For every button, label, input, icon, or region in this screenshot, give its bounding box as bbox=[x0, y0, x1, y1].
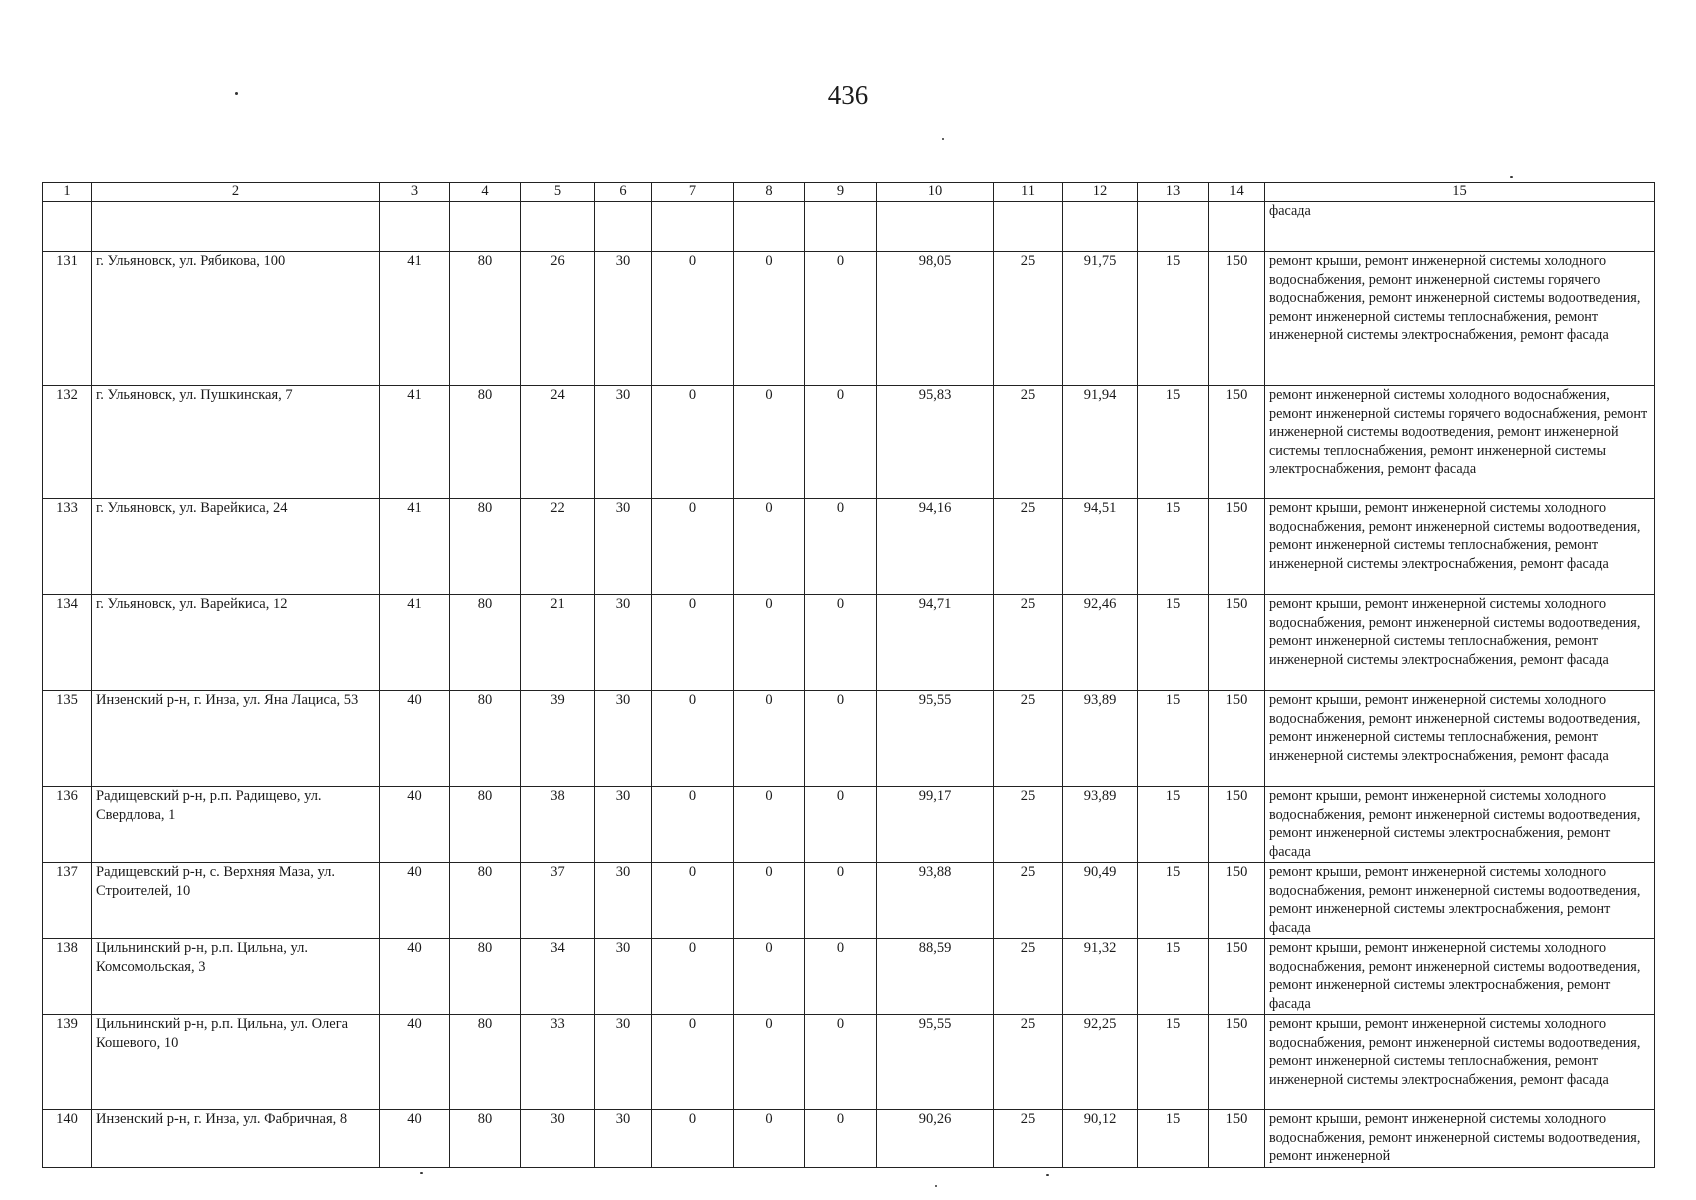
row-number-cell: 132 bbox=[43, 386, 92, 499]
col10-cell: 93,88 bbox=[877, 863, 994, 939]
col3-cell: 40 bbox=[380, 863, 450, 939]
col12-cell: 93,89 bbox=[1063, 691, 1138, 787]
col8-cell: 0 bbox=[734, 499, 805, 595]
column-header: 10 bbox=[877, 183, 994, 202]
col6-cell: 30 bbox=[595, 1110, 652, 1168]
table-row bbox=[43, 386, 1655, 499]
column-header: 13 bbox=[1138, 183, 1209, 202]
col14-cell: 150 bbox=[1209, 386, 1265, 499]
col11-cell: 25 bbox=[994, 499, 1063, 595]
address-cell: Инзенский р-н, г. Инза, ул. Яна Лациса, 53 bbox=[92, 691, 380, 787]
col3-cell: 41 bbox=[380, 499, 450, 595]
col8-cell: 0 bbox=[734, 386, 805, 499]
col4-cell: 80 bbox=[450, 1015, 521, 1110]
table-row bbox=[43, 499, 1655, 595]
col6-cell: 30 bbox=[595, 595, 652, 691]
address-cell: Радищевский р-н, с. Верхняя Маза, ул. Строителей, 10 bbox=[92, 863, 380, 939]
works-cell: ремонт крыши, ремонт инженерной системы холодного водоснабжения, ремонт инженерной системы водоотведения, ремонт инженерной системы электроснабжения, ремонт фасада bbox=[1265, 863, 1655, 939]
column-header: 11 bbox=[994, 183, 1063, 202]
register-table bbox=[42, 182, 1655, 1168]
col9-cell: 0 bbox=[805, 386, 877, 499]
scan-speck bbox=[935, 1185, 937, 1187]
col13-cell: 15 bbox=[1138, 939, 1209, 1015]
address-cell: г. Ульяновск, ул. Пушкинская, 7 bbox=[92, 386, 380, 499]
scan-speck bbox=[942, 138, 944, 140]
col7-cell: 0 bbox=[652, 691, 734, 787]
col12-cell: 91,75 bbox=[1063, 252, 1138, 386]
col4-cell: 80 bbox=[450, 499, 521, 595]
col5-cell: 26 bbox=[521, 252, 595, 386]
col6-cell: 30 bbox=[595, 787, 652, 863]
col10-cell: 90,26 bbox=[877, 1110, 994, 1168]
col13-cell: 15 bbox=[1138, 691, 1209, 787]
table-row bbox=[43, 1015, 1655, 1110]
continuation-row bbox=[43, 202, 1655, 252]
col11-cell: 25 bbox=[994, 252, 1063, 386]
row-number-cell: 138 bbox=[43, 939, 92, 1015]
col9-cell: 0 bbox=[805, 595, 877, 691]
col7-cell: 0 bbox=[652, 1015, 734, 1110]
col3-cell: 40 bbox=[380, 787, 450, 863]
page-number: 436 bbox=[827, 80, 869, 110]
column-header: 3 bbox=[380, 183, 450, 202]
row-number-cell: 134 bbox=[43, 595, 92, 691]
col9-cell: 0 bbox=[805, 691, 877, 787]
col5-cell: 30 bbox=[521, 1110, 595, 1168]
col10-cell: 88,59 bbox=[877, 939, 994, 1015]
col4-cell: 80 bbox=[450, 939, 521, 1015]
col14-cell: 150 bbox=[1209, 595, 1265, 691]
col14-cell: 150 bbox=[1209, 863, 1265, 939]
col14-cell: 150 bbox=[1209, 787, 1265, 863]
col13-cell: 15 bbox=[1138, 1110, 1209, 1168]
col4-cell: 80 bbox=[450, 252, 521, 386]
col11-cell: 25 bbox=[994, 595, 1063, 691]
col13-cell: 15 bbox=[1138, 787, 1209, 863]
col10-cell: 95,83 bbox=[877, 386, 994, 499]
col13-cell: 15 bbox=[1138, 1015, 1209, 1110]
col10-cell: 98,05 bbox=[877, 252, 994, 386]
column-header: 15 bbox=[1265, 183, 1655, 202]
col14-cell: 150 bbox=[1209, 939, 1265, 1015]
col7-cell: 0 bbox=[652, 1110, 734, 1168]
col5-cell: 39 bbox=[521, 691, 595, 787]
col6-cell: 30 bbox=[595, 386, 652, 499]
col14-cell: 150 bbox=[1209, 1015, 1265, 1110]
works-cell: ремонт инженерной системы холодного водоснабжения, ремонт инженерной системы горячего водоснабжения, ремонт инженерной системы водоотведения, ремонт инженерной системы теплоснабжения, ремонт инженерной системы электроснабжения, ремонт фасада bbox=[1265, 386, 1655, 499]
col6-cell: 30 bbox=[595, 499, 652, 595]
col11-cell: 25 bbox=[994, 787, 1063, 863]
address-cell: г. Ульяновск, ул. Рябикова, 100 bbox=[92, 252, 380, 386]
col3-cell: 41 bbox=[380, 252, 450, 386]
scan-speck bbox=[1046, 1174, 1049, 1176]
col8-cell: 0 bbox=[734, 1015, 805, 1110]
row-number-cell: 131 bbox=[43, 252, 92, 386]
col4-cell: 80 bbox=[450, 691, 521, 787]
works-cell: ремонт крыши, ремонт инженерной системы холодного водоснабжения, ремонт инженерной системы водоотведения, ремонт инженерной системы теплоснабжения, ремонт инженерной системы электроснабжения, ремонт фасада bbox=[1265, 691, 1655, 787]
col5-cell: 38 bbox=[521, 787, 595, 863]
col7-cell: 0 bbox=[652, 499, 734, 595]
col9-cell: 0 bbox=[805, 939, 877, 1015]
row-number-cell: 136 bbox=[43, 787, 92, 863]
col13-cell: 15 bbox=[1138, 863, 1209, 939]
col7-cell: 0 bbox=[652, 595, 734, 691]
col10-cell: 95,55 bbox=[877, 691, 994, 787]
address-cell: г. Ульяновск, ул. Варейкиса, 24 bbox=[92, 499, 380, 595]
col10-cell: 95,55 bbox=[877, 1015, 994, 1110]
address-cell: Инзенский р-н, г. Инза, ул. Фабричная, 8 bbox=[92, 1110, 380, 1168]
works-cell: ремонт крыши, ремонт инженерной системы холодного водоснабжения, ремонт инженерной системы водоотведения, ремонт инженерной системы теплоснабжения, ремонт инженерной системы электроснабжения, ремонт фасада bbox=[1265, 499, 1655, 595]
col12-cell: 94,51 bbox=[1063, 499, 1138, 595]
col4-cell: 80 bbox=[450, 595, 521, 691]
col3-cell: 40 bbox=[380, 939, 450, 1015]
works-cell: ремонт крыши, ремонт инженерной системы холодного водоснабжения, ремонт инженерной системы водоотведения, ремонт инженерной системы теплоснабжения, ремонт инженерной системы электроснабжения, ремонт фасада bbox=[1265, 595, 1655, 691]
works-cell: ремонт крыши, ремонт инженерной системы холодного водоснабжения, ремонт инженерной системы водоотведения, ремонт инженерной системы электроснабжения, ремонт фасада bbox=[1265, 787, 1655, 863]
column-header: 12 bbox=[1063, 183, 1138, 202]
col8-cell: 0 bbox=[734, 787, 805, 863]
scan-speck bbox=[1510, 176, 1513, 178]
col7-cell: 0 bbox=[652, 252, 734, 386]
col12-cell: 92,25 bbox=[1063, 1015, 1138, 1110]
table-row bbox=[43, 252, 1655, 386]
col3-cell: 40 bbox=[380, 1110, 450, 1168]
scan-speck bbox=[420, 1172, 423, 1174]
col10-cell: 99,17 bbox=[877, 787, 994, 863]
col3-cell: 40 bbox=[380, 691, 450, 787]
col11-cell: 25 bbox=[994, 939, 1063, 1015]
col12-cell: 91,94 bbox=[1063, 386, 1138, 499]
col14-cell: 150 bbox=[1209, 252, 1265, 386]
col7-cell: 0 bbox=[652, 939, 734, 1015]
address-cell: Цильнинский р-н, р.п. Цильна, ул. Комсомольская, 3 bbox=[92, 939, 380, 1015]
column-header: 5 bbox=[521, 183, 595, 202]
col5-cell: 21 bbox=[521, 595, 595, 691]
col4-cell: 80 bbox=[450, 863, 521, 939]
col4-cell: 80 bbox=[450, 1110, 521, 1168]
col12-cell: 90,12 bbox=[1063, 1110, 1138, 1168]
col7-cell: 0 bbox=[652, 386, 734, 499]
col11-cell: 25 bbox=[994, 1110, 1063, 1168]
col12-cell: 91,32 bbox=[1063, 939, 1138, 1015]
column-header: 2 bbox=[92, 183, 380, 202]
col8-cell: 0 bbox=[734, 939, 805, 1015]
col9-cell: 0 bbox=[805, 252, 877, 386]
col14-cell: 150 bbox=[1209, 1110, 1265, 1168]
row-number-cell: 139 bbox=[43, 1015, 92, 1110]
column-header: 1 bbox=[43, 183, 92, 202]
col13-cell: 15 bbox=[1138, 386, 1209, 499]
table-row bbox=[43, 939, 1655, 1015]
col4-cell: 80 bbox=[450, 787, 521, 863]
col8-cell: 0 bbox=[734, 863, 805, 939]
works-cell: ремонт крыши, ремонт инженерной системы холодного водоснабжения, ремонт инженерной системы водоотведения, ремонт инженерной системы электроснабжения, ремонт фасада bbox=[1265, 939, 1655, 1015]
col13-cell: 15 bbox=[1138, 252, 1209, 386]
works-cell: ремонт крыши, ремонт инженерной системы холодного водоснабжения, ремонт инженерной системы горячего водоснабжения, ремонт инженерной системы водоотведения, ремонт инженерной системы теплоснабжения, ремонт инженерной системы электроснабжения, ремонт фасада bbox=[1265, 252, 1655, 386]
col8-cell: 0 bbox=[734, 595, 805, 691]
col3-cell: 40 bbox=[380, 1015, 450, 1110]
table-row bbox=[43, 863, 1655, 939]
col4-cell: 80 bbox=[450, 386, 521, 499]
col6-cell: 30 bbox=[595, 691, 652, 787]
row-number-cell: 133 bbox=[43, 499, 92, 595]
column-header: 4 bbox=[450, 183, 521, 202]
col3-cell: 41 bbox=[380, 595, 450, 691]
column-header: 6 bbox=[595, 183, 652, 202]
column-header: 9 bbox=[805, 183, 877, 202]
column-number-row bbox=[43, 183, 1655, 202]
col11-cell: 25 bbox=[994, 863, 1063, 939]
address-cell: г. Ульяновск, ул. Варейкиса, 12 bbox=[92, 595, 380, 691]
col5-cell: 24 bbox=[521, 386, 595, 499]
col6-cell: 30 bbox=[595, 939, 652, 1015]
column-header: 7 bbox=[652, 183, 734, 202]
col13-cell: 15 bbox=[1138, 499, 1209, 595]
works-cell: ремонт крыши, ремонт инженерной системы холодного водоснабжения, ремонт инженерной системы водоотведения, ремонт инженерной системы теплоснабжения, ремонт инженерной системы электроснабжения, ремонт фасада bbox=[1265, 1015, 1655, 1110]
row-number-cell: 140 bbox=[43, 1110, 92, 1168]
col12-cell: 93,89 bbox=[1063, 787, 1138, 863]
col9-cell: 0 bbox=[805, 863, 877, 939]
scan-speck bbox=[235, 92, 238, 95]
row-number-cell: 135 bbox=[43, 691, 92, 787]
col5-cell: 34 bbox=[521, 939, 595, 1015]
table-row bbox=[43, 787, 1655, 863]
col11-cell: 25 bbox=[994, 386, 1063, 499]
works-cell: фасада bbox=[1265, 202, 1655, 252]
col8-cell: 0 bbox=[734, 691, 805, 787]
column-header: 14 bbox=[1209, 183, 1265, 202]
col8-cell: 0 bbox=[734, 1110, 805, 1168]
col13-cell: 15 bbox=[1138, 595, 1209, 691]
address-cell: Цильнинский р-н, р.п. Цильна, ул. Олега Кошевого, 10 bbox=[92, 1015, 380, 1110]
table-row bbox=[43, 691, 1655, 787]
col11-cell: 25 bbox=[994, 691, 1063, 787]
col5-cell: 22 bbox=[521, 499, 595, 595]
col11-cell: 25 bbox=[994, 1015, 1063, 1110]
col6-cell: 30 bbox=[595, 252, 652, 386]
col7-cell: 0 bbox=[652, 787, 734, 863]
col9-cell: 0 bbox=[805, 499, 877, 595]
address-cell: Радищевский р-н, р.п. Радищево, ул. Свердлова, 1 bbox=[92, 787, 380, 863]
works-cell: ремонт крыши, ремонт инженерной системы холодного водоснабжения, ремонт инженерной системы водоотведения, ремонт инженерной bbox=[1265, 1110, 1655, 1168]
column-header: 8 bbox=[734, 183, 805, 202]
col9-cell: 0 bbox=[805, 1110, 877, 1168]
col5-cell: 33 bbox=[521, 1015, 595, 1110]
table-row bbox=[43, 1110, 1655, 1168]
col12-cell: 92,46 bbox=[1063, 595, 1138, 691]
col7-cell: 0 bbox=[652, 863, 734, 939]
col10-cell: 94,16 bbox=[877, 499, 994, 595]
col10-cell: 94,71 bbox=[877, 595, 994, 691]
col14-cell: 150 bbox=[1209, 691, 1265, 787]
col5-cell: 37 bbox=[521, 863, 595, 939]
col6-cell: 30 bbox=[595, 863, 652, 939]
table-row bbox=[43, 595, 1655, 691]
col9-cell: 0 bbox=[805, 787, 877, 863]
col14-cell: 150 bbox=[1209, 499, 1265, 595]
col12-cell: 90,49 bbox=[1063, 863, 1138, 939]
row-number-cell: 137 bbox=[43, 863, 92, 939]
col6-cell: 30 bbox=[595, 1015, 652, 1110]
col9-cell: 0 bbox=[805, 1015, 877, 1110]
col8-cell: 0 bbox=[734, 252, 805, 386]
col3-cell: 41 bbox=[380, 386, 450, 499]
